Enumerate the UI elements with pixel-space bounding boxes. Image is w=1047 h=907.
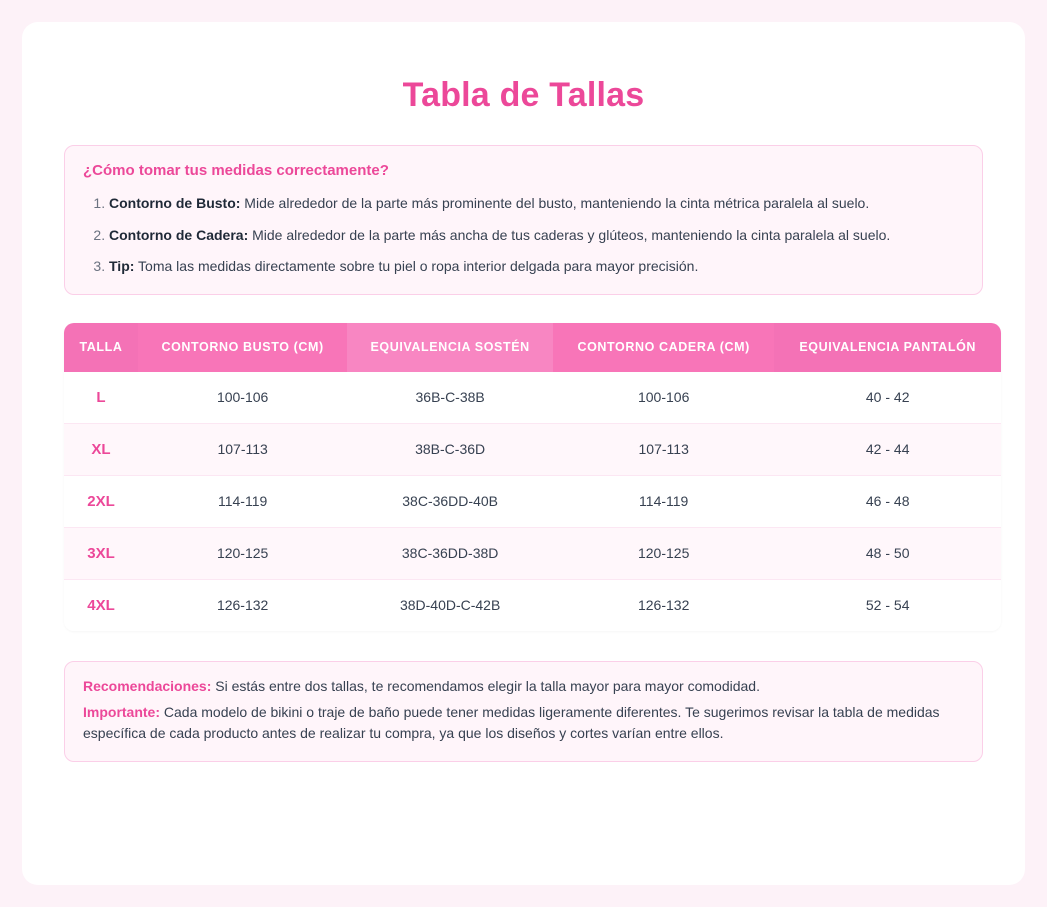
cell-sosten: 38C-36DD-38D <box>347 527 553 579</box>
cell-sosten: 38C-36DD-40B <box>347 475 553 527</box>
table-row <box>64 372 1001 424</box>
cell-pantalon: 52 - 54 <box>774 579 1001 631</box>
cell-cadera: 107-113 <box>553 423 774 475</box>
list-item <box>109 193 964 215</box>
cell-talla: L <box>64 372 138 424</box>
cell-cadera: 100-106 <box>553 372 774 424</box>
size-table <box>64 323 1001 631</box>
step-text: Mide alrededor de la parte más prominente del busto, manteniendo la cinta métrica paralela al suelo. <box>240 195 870 211</box>
cell-talla: XL <box>64 423 138 475</box>
important-text: Cada modelo de bikini o traje de baño puede tener medidas ligeramente diferentes. Te sugerimos revisar la tabla de medidas específica de cada producto antes de realizar tu compra, ya que los diseños y cortes varían entre ellos. <box>83 703 940 742</box>
cell-cadera: 126-132 <box>553 579 774 631</box>
step-text: Toma las medidas directamente sobre tu piel o ropa interior delgada para mayor precisión. <box>134 258 699 275</box>
cell-talla: 3XL <box>64 527 138 579</box>
recommendation-note <box>83 676 964 698</box>
recommendation-text: Si estás entre dos tallas, te recomendamos elegir la talla mayor para mayor comodidad. <box>211 677 760 694</box>
list-item <box>109 256 964 278</box>
cell-talla: 4XL <box>64 579 138 631</box>
column-header-pantalon: EQUIVALENCIA PANTALÓN <box>774 323 1001 372</box>
cell-talla: 2XL <box>64 475 138 527</box>
table-header-row <box>64 323 1001 372</box>
step-text: Mide alrededor de la parte más ancha de tus caderas y glúteos, manteniendo la cinta paralela al suelo. <box>248 226 891 243</box>
cell-pantalon: 48 - 50 <box>774 527 1001 579</box>
table-row <box>64 579 1001 631</box>
cell-cadera: 120-125 <box>553 527 774 579</box>
cell-busto: 126-132 <box>138 579 347 631</box>
cell-busto: 114-119 <box>138 475 347 527</box>
recommendation-label: Recomendaciones: <box>83 677 212 694</box>
cell-cadera: 114-119 <box>553 475 774 527</box>
table-row <box>64 527 1001 579</box>
column-header-sosten: EQUIVALENCIA SOSTÉN <box>347 323 553 372</box>
list-item <box>109 225 964 247</box>
important-label: Importante: <box>83 703 160 720</box>
cell-sosten: 38B-C-36D <box>347 423 553 475</box>
page-title: Tabla de Tallas <box>402 76 645 114</box>
cell-busto: 120-125 <box>138 527 347 579</box>
how-to-measure-steps <box>83 193 964 278</box>
step-label: Contorno de Busto: <box>109 195 241 211</box>
cell-busto: 100-106 <box>138 372 347 424</box>
important-note <box>83 702 964 745</box>
step-label: Tip: <box>109 258 135 275</box>
cell-busto: 107-113 <box>138 423 347 475</box>
column-header-busto: CONTORNO BUSTO (CM) <box>138 323 347 372</box>
cell-pantalon: 42 - 44 <box>774 423 1001 475</box>
how-to-measure-title: ¿Cómo tomar tus medidas correctamente? <box>83 162 389 179</box>
column-header-cadera: CONTORNO CADERA (CM) <box>553 323 774 372</box>
size-table-body <box>64 372 1001 631</box>
table-row <box>64 475 1001 527</box>
table-row <box>64 423 1001 475</box>
step-label: Contorno de Cadera: <box>109 226 249 243</box>
cell-sosten: 36B-C-38B <box>347 372 553 424</box>
notes-panel <box>64 661 983 762</box>
cell-pantalon: 46 - 48 <box>774 475 1001 527</box>
size-chart-card <box>22 22 1025 885</box>
size-table-head <box>64 323 1001 372</box>
cell-sosten: 38D-40D-C-42B <box>347 579 553 631</box>
column-header-talla: TALLA <box>64 323 138 372</box>
cell-pantalon: 40 - 42 <box>774 372 1001 424</box>
how-to-measure-panel <box>64 145 983 295</box>
